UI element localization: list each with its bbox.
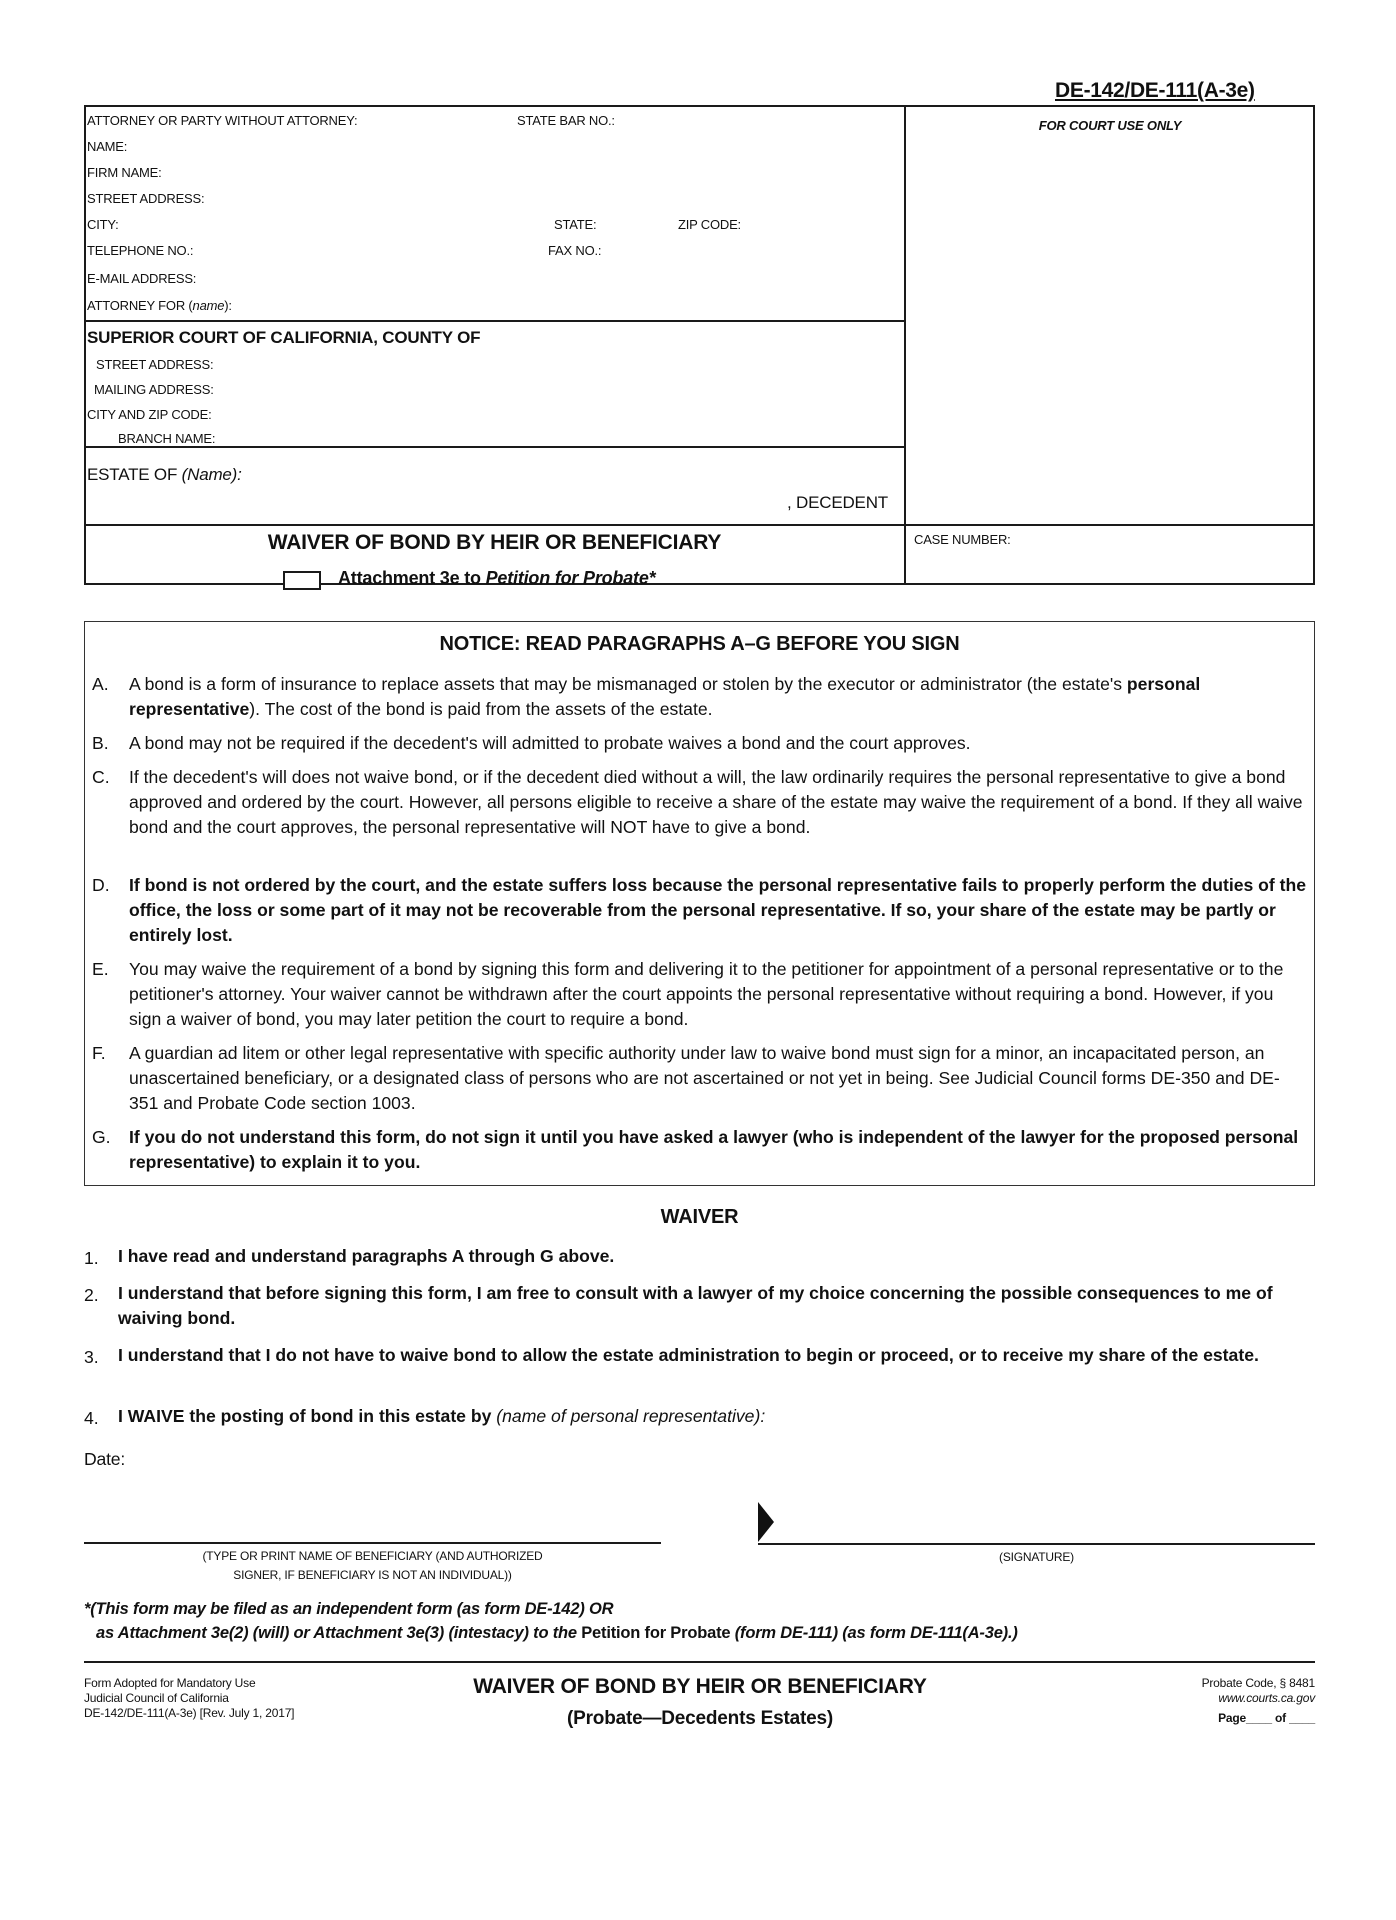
notice-paragraph-d	[92, 873, 1307, 948]
paragraph-a-post: ). The cost of the bond is paid from the assets of the estate.	[249, 699, 713, 719]
notice-paragraph-f	[92, 1041, 1307, 1116]
attorney-name-label: NAME:	[87, 139, 128, 154]
notice-paragraph-e	[92, 957, 1307, 1032]
signature-line[interactable]	[758, 1543, 1315, 1545]
footer-council: Judicial Council of California	[84, 1691, 229, 1705]
waiver-item-3	[84, 1343, 1324, 1368]
waiver-item-2	[84, 1281, 1324, 1331]
state-bar-label: STATE BAR NO.:	[517, 113, 615, 128]
firm-name-label: FIRM NAME:	[87, 165, 162, 180]
court-heading: SUPERIOR COURT OF CALIFORNIA, COUNTY OF	[87, 328, 481, 347]
paragraph-text: A bond may not be required if the decedent's will admitted to probate waives a bond and the court approves.	[129, 733, 971, 753]
waiver-item-text: I understand that before signing this form, I am free to consult with a lawyer of my choice concerning the possible consequences to me of waiving bond.	[118, 1283, 1273, 1328]
footer-title: WAIVER OF BOND BY HEIR OR BENEFICIARY	[473, 1675, 927, 1698]
attachment-text: Attachment 3e to	[338, 568, 486, 588]
waiver-item-text: I have read and understand paragraphs A through G above.	[118, 1246, 615, 1266]
footer-center	[400, 1671, 1000, 1735]
paragraph-letter: F.	[92, 1043, 106, 1063]
notice-paragraph-g	[92, 1125, 1307, 1175]
court-mailing-label: MAILING ADDRESS:	[94, 382, 214, 397]
waiver-item-4	[84, 1404, 1324, 1429]
estate-of-label	[87, 465, 242, 485]
title-section-divider	[84, 524, 1315, 526]
paragraph-letter: A.	[92, 674, 109, 694]
email-label: E-MAIL ADDRESS:	[87, 271, 197, 286]
decedent-label: , DECEDENT	[787, 493, 888, 512]
attorney-state-label: STATE:	[554, 217, 597, 232]
estate-section-divider	[84, 446, 905, 448]
footer-subtitle: (Probate—Decedents Estates)	[567, 1708, 833, 1729]
court-city-zip-label: CITY AND ZIP CODE:	[87, 407, 212, 422]
attachment-italic: Petition for Probate*	[485, 568, 656, 588]
form-title: WAIVER OF BOND BY HEIR OR BENEFICIARY	[267, 531, 722, 554]
beneficiary-name-caption	[84, 1547, 661, 1585]
court-section-divider	[84, 320, 905, 322]
beneficiary-name-line[interactable]	[84, 1542, 661, 1544]
footnote-line2-post: (form DE-111) (as form DE-111(A-3e).)	[730, 1624, 1018, 1642]
attorney-for-prefix: ATTORNEY FOR (	[87, 298, 193, 313]
paragraph-text: You may waive the requirement of a bond by signing this form and delivering it to the petitioner for appointment of a personal representative or to the petitioner's attorney. Your waiver cannot be withdrawn after the court appoints the personal representative without requiring a bond. However, if you sign a waiver of bond, you may later petition the court to require a bond.	[129, 959, 1284, 1029]
footer-adopted: Form Adopted for Mandatory Use	[84, 1676, 256, 1690]
paragraph-a-bold: personal representative	[129, 674, 1201, 719]
waiver-item-4-italic: (name of personal representative):	[496, 1406, 766, 1426]
footer-left	[84, 1676, 294, 1721]
sign-here-arrow-icon	[758, 1502, 774, 1542]
paragraph-text: If bond is not ordered by the court, and the estate suffers loss because the personal representative fails to properly perform the duties of the office, the loss or some part of it may not be recoverable from the personal representative. If so, your share of the estate may be partly or entirely lost.	[129, 875, 1307, 945]
beneficiary-name-caption-line1: (TYPE OR PRINT NAME OF BENEFICIARY (AND AUTHORIZED	[202, 1549, 543, 1563]
court-street-label: STREET ADDRESS:	[96, 357, 214, 372]
footnote-line2-plain: Petition for Probate	[581, 1624, 731, 1642]
attorney-zip-label: ZIP CODE:	[678, 217, 741, 232]
attachment-3e-checkbox[interactable]	[283, 571, 321, 590]
form-number: DE-142/DE-111(A-3e)	[1055, 79, 1255, 102]
waiver-item-number: 4.	[84, 1408, 99, 1428]
notice-paragraph-c	[92, 765, 1307, 840]
estate-name-italic: (Name):	[181, 465, 242, 484]
waiver-heading: WAIVER	[660, 1206, 739, 1228]
paragraph-letter: G.	[92, 1127, 111, 1147]
page-label: Page	[1218, 1711, 1246, 1725]
page-blank: ____	[1245, 1711, 1272, 1725]
fax-label: FAX NO.:	[548, 243, 602, 258]
paragraph-text: If you do not understand this form, do not sign it until you have asked a lawyer (who is independent of the lawyer for the proposed personal representative) to explain it to you.	[129, 1127, 1299, 1172]
notice-paragraph-b	[92, 731, 1307, 756]
footer-probate-code: Probate Code, § 8481	[1201, 1676, 1315, 1690]
paragraph-a-pre: A bond is a form of insurance to replace assets that may be mismanaged or stolen by the executor or administrator (the estate's	[129, 674, 1127, 694]
paragraph-letter: C.	[92, 767, 110, 787]
waiver-item-text	[118, 1404, 1324, 1429]
footnote-line2-pre: as Attachment 3e(2) (will) or Attachment 3e(3) (intestacy) to the	[96, 1624, 582, 1642]
attorney-for-italic: name	[192, 298, 225, 313]
footer-right	[1115, 1676, 1315, 1726]
waiver-item-number: 3.	[84, 1347, 99, 1367]
waiver-item-1	[84, 1244, 1324, 1269]
footnote-line-2	[96, 1621, 1018, 1645]
paragraph-letter: B.	[92, 733, 109, 753]
waiver-item-4-text: I WAIVE the posting of bond in this estate by	[118, 1406, 497, 1426]
attorney-for-suffix: ):	[224, 298, 232, 313]
estate-of-text: ESTATE OF	[87, 465, 182, 484]
notice-paragraph-a	[92, 672, 1307, 722]
attorney-street-label: STREET ADDRESS:	[87, 191, 205, 206]
court-use-only-label: FOR COURT USE ONLY	[1038, 118, 1182, 133]
case-number-label: CASE NUMBER:	[914, 532, 1011, 547]
signature-caption: (SIGNATURE)	[999, 1550, 1074, 1564]
of-label: of	[1275, 1711, 1286, 1725]
waiver-item-number: 2.	[84, 1285, 99, 1305]
paragraph-letter: D.	[92, 875, 110, 895]
notice-heading: NOTICE: READ PARAGRAPHS A–G BEFORE YOU SIGN	[439, 633, 960, 655]
court-branch-label: BRANCH NAME:	[118, 431, 216, 446]
of-blank: ____	[1289, 1711, 1315, 1725]
footnote-line-1: *(This form may be filed as an independent form (as form DE-142) OR	[84, 1600, 614, 1618]
attachment-3e-label	[338, 568, 655, 589]
attorney-city-label: CITY:	[87, 217, 119, 232]
caption-column-divider	[904, 105, 906, 585]
footer-url: www.courts.ca.gov	[1218, 1691, 1315, 1705]
footer-divider	[84, 1661, 1315, 1663]
paragraph-text	[129, 672, 1307, 722]
footer-revision: DE-142/DE-111(A-3e) [Rev. July 1, 2017]	[84, 1706, 295, 1720]
paragraph-letter: E.	[92, 959, 109, 979]
date-label: Date:	[84, 1449, 126, 1469]
page-of-indicator	[1115, 1711, 1315, 1726]
paragraph-text: If the decedent's will does not waive bond, or if the decedent died without a will, the law ordinarily requires the personal representative to give a bond approved and ordered by the court. However, all persons eligible to receive a share of the estate may waive the requirement of a bond. If they all waive bond and the court approves, the personal representative will NOT have to give a bond.	[129, 767, 1303, 837]
attorney-party-label: ATTORNEY OR PARTY WITHOUT ATTORNEY:	[87, 113, 358, 128]
waiver-item-number: 1.	[84, 1248, 99, 1268]
beneficiary-name-caption-line2: SIGNER, IF BENEFICIARY IS NOT AN INDIVIDUAL))	[233, 1568, 512, 1582]
waiver-item-text: I understand that I do not have to waive bond to allow the estate administration to begin or proceed, or to receive my share of the estate.	[118, 1345, 1259, 1365]
paragraph-text: A guardian ad litem or other legal representative with specific authority under law to waive bond must sign for a minor, an incapacitated person, an unascertained beneficiary, or a designated class of persons who are not ascertained or not yet in being. See Judicial Council forms DE-350 and DE-351 and Probate Code section 1003.	[129, 1043, 1280, 1113]
telephone-label: TELEPHONE NO.:	[87, 243, 194, 258]
attorney-for-label	[87, 298, 232, 313]
